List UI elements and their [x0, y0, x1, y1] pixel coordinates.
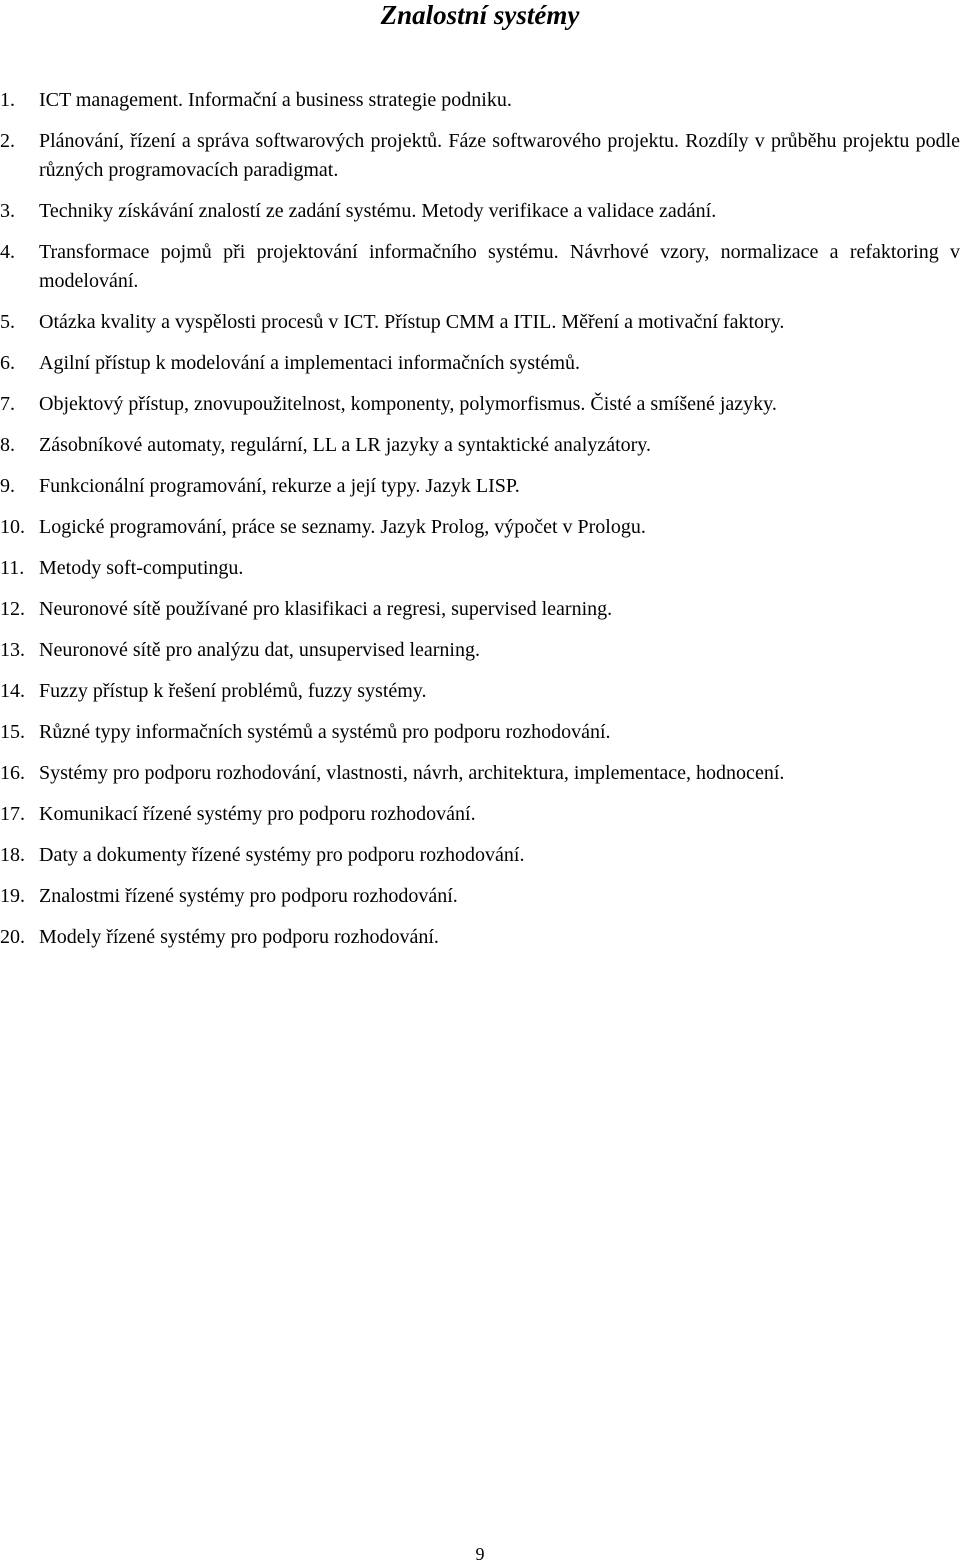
topic-number: 3. — [0, 200, 15, 222]
topic-item — [0, 431, 960, 460]
topic-number: 8. — [0, 434, 15, 456]
topic-number: 5. — [0, 311, 15, 333]
topic-number: 17. — [0, 803, 25, 825]
topic-item — [0, 349, 960, 378]
page-title: Znalostní systémy — [380, 0, 580, 30]
topic-item — [0, 390, 960, 419]
topic-number: 4. — [0, 241, 15, 263]
topic-text: Neuronové sítě používané pro klasifikaci a regresi, supervised learning. — [39, 598, 613, 620]
topic-text: Metody soft-computingu. — [39, 557, 244, 579]
topic-text: Transformace pojmů při projektování informačního systému. Návrhové vzory, normalizace a refaktoring v modelování. — [39, 241, 960, 292]
topic-item — [0, 238, 960, 296]
topic-item — [0, 636, 960, 665]
topic-item — [0, 923, 960, 952]
topic-number: 16. — [0, 762, 25, 784]
topic-number: 10. — [0, 516, 25, 538]
topic-item — [0, 554, 960, 583]
topic-number: 20. — [0, 926, 25, 948]
topic-text: Znalostmi řízené systémy pro podporu rozhodování. — [39, 885, 458, 907]
topic-number: 13. — [0, 639, 25, 661]
topic-item — [0, 718, 960, 747]
topic-item — [0, 677, 960, 706]
topic-text: Agilní přístup k modelování a implementaci informačních systémů. — [39, 352, 580, 374]
topic-number: 1. — [0, 89, 15, 111]
topic-number: 19. — [0, 885, 25, 907]
topic-text: Otázka kvality a vyspělosti procesů v ICT. Přístup CMM a ITIL. Měření a motivační faktory. — [39, 311, 785, 333]
topic-text: Fuzzy přístup k řešení problémů, fuzzy systémy. — [39, 680, 427, 702]
topic-number: 12. — [0, 598, 25, 620]
topic-item — [0, 841, 960, 870]
topic-item — [0, 800, 960, 829]
topic-text: Neuronové sítě pro analýzu dat, unsupervised learning. — [39, 639, 480, 661]
topic-item — [0, 472, 960, 501]
page-number: 9 — [475, 1544, 485, 1564]
topic-text: Logické programování, práce se seznamy. Jazyk Prolog, výpočet v Prologu. — [39, 516, 646, 538]
topic-text: ICT management. Informační a business strategie podniku. — [39, 89, 512, 111]
topic-item — [0, 308, 960, 337]
topic-item — [0, 759, 960, 788]
topic-number: 9. — [0, 475, 15, 497]
topic-item — [0, 86, 960, 115]
topic-text: Zásobníkové automaty, regulární, LL a LR jazyky a syntaktické analyzátory. — [39, 434, 652, 456]
topic-number: 6. — [0, 352, 15, 374]
topic-text: Objektový přístup, znovupoužitelnost, komponenty, polymorfismus. Čisté a smíšené jazyky. — [39, 393, 777, 415]
topic-text: Modely řízené systémy pro podporu rozhodování. — [39, 926, 439, 948]
topic-list — [0, 86, 960, 964]
topic-text: Techniky získávání znalostí ze zadání systému. Metody verifikace a validace zadání. — [39, 200, 717, 222]
topic-number: 11. — [0, 557, 25, 579]
topic-text: Různé typy informačních systémů a systémů pro podporu rozhodování. — [39, 721, 611, 743]
topic-item — [0, 513, 960, 542]
topic-item — [0, 127, 960, 185]
topic-number: 18. — [0, 844, 25, 866]
topic-text: Plánování, řízení a správa softwarových projektů. Fáze softwarového projektu. Rozdíly v průběhu projektu podle různých programovacích paradigmat. — [39, 130, 960, 181]
topic-number: 7. — [0, 393, 15, 415]
topic-item — [0, 595, 960, 624]
topic-text: Komunikací řízené systémy pro podporu rozhodování. — [39, 803, 476, 825]
topic-number: 14. — [0, 680, 25, 702]
topic-item — [0, 882, 960, 911]
topic-item — [0, 197, 960, 226]
topic-number: 15. — [0, 721, 25, 743]
topic-number: 2. — [0, 130, 15, 152]
topic-text: Systémy pro podporu rozhodování, vlastnosti, návrh, architektura, implementace, hodnocení. — [39, 762, 785, 784]
topic-text: Daty a dokumenty řízené systémy pro podporu rozhodování. — [39, 844, 525, 866]
topic-text: Funkcionální programování, rekurze a její typy. Jazyk LISP. — [39, 475, 520, 497]
